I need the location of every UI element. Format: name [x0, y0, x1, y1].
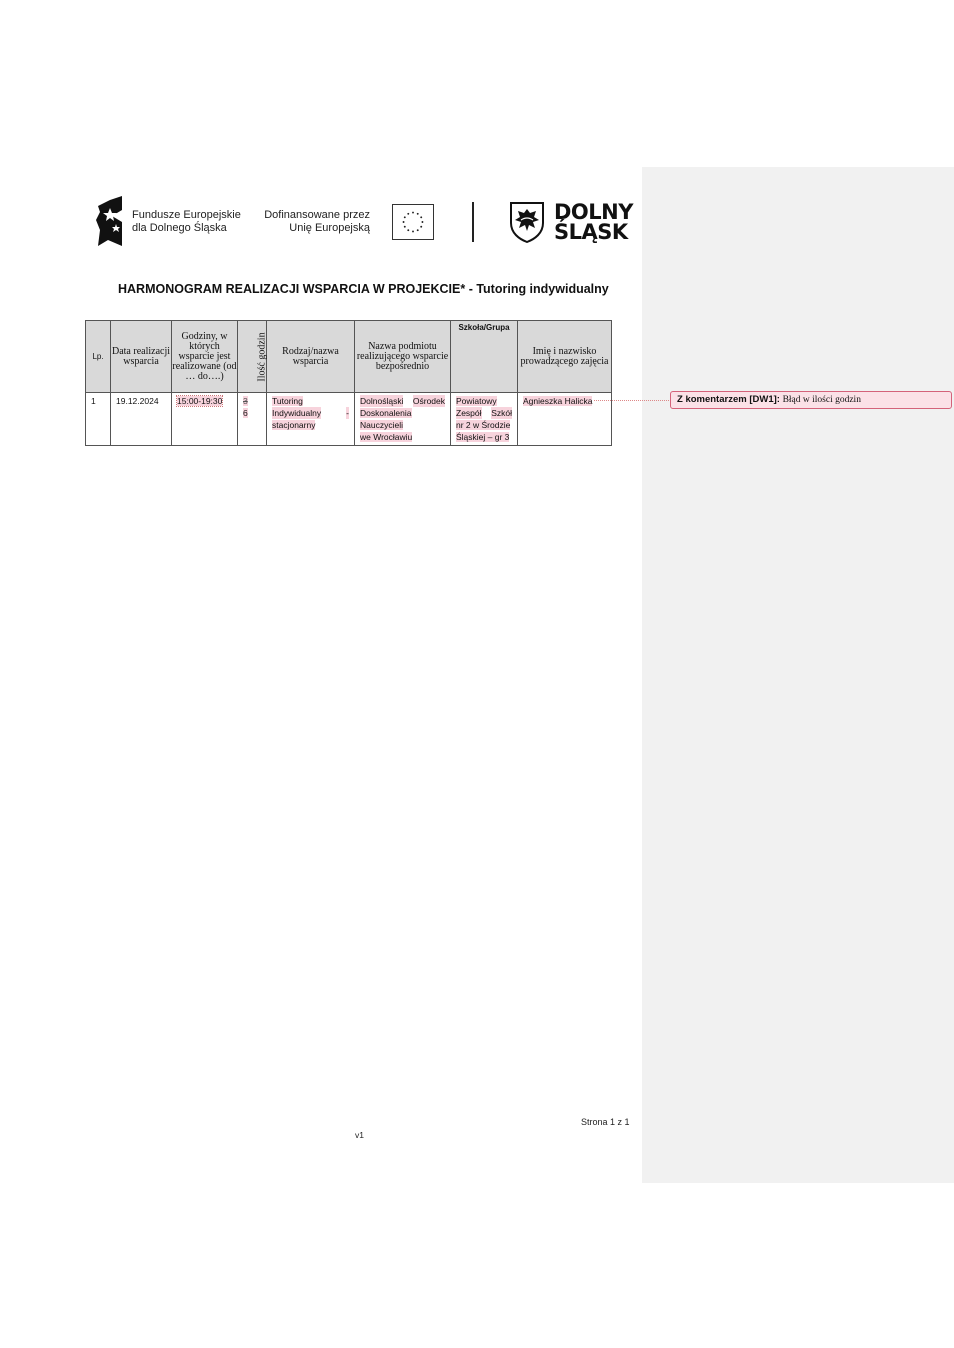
- header-hours-count: Ilość godzin: [238, 321, 267, 393]
- cell-instructor: Agnieszka Halicka: [518, 393, 612, 446]
- dolny-slask-logo-text: DOLNY ŚLĄSK: [554, 200, 633, 244]
- header-support-type: Rodzaj/nazwa wsparcia: [267, 321, 355, 393]
- comment-text: Błąd w ilości godzin: [782, 395, 861, 405]
- cell-hours-range: 15:00-19:30: [172, 393, 238, 446]
- cell-lp: 1: [86, 393, 111, 446]
- cell-school-group: Powiatowy Zespół Szkół nr 2 w Środzie Śląskiej – gr 3: [451, 393, 518, 446]
- header-hours-range: Godziny, w których wsparcie jest realizowane (od … do….): [172, 321, 238, 393]
- fundusze-europejskie-logo-icon: [96, 196, 124, 246]
- header-lp: Lp.: [86, 321, 111, 393]
- fe-logo-text: Fundusze Europejskie dla Dolnego Śląska: [132, 209, 241, 234]
- header-provider: Nazwa podmiotu realizującego wsparcie bezpośrednio: [355, 321, 451, 393]
- logo-divider: [472, 202, 474, 242]
- logo-band: [86, 186, 634, 256]
- deleted-hours: 3: [243, 396, 248, 406]
- cell-support-type: Tutoring Indywidualny - stacjonarny: [267, 393, 355, 446]
- header-date: Data realizacji wsparcia: [111, 321, 172, 393]
- schedule-table: [85, 320, 612, 446]
- lower-silesia-crest-icon: [509, 201, 545, 243]
- page-number: Strona 1 z 1: [581, 1117, 630, 1127]
- review-comment[interactable]: [670, 391, 952, 409]
- comment-ref: Z komentarzem [DW1]:: [677, 394, 780, 405]
- header-instructor: Imię i nazwisko prowadzącego zajęcia: [518, 321, 612, 393]
- cell-date: 19.12.2024: [111, 393, 172, 446]
- eu-flag-icon: [392, 204, 434, 240]
- table-header-row: [86, 321, 612, 393]
- cell-hours-count: [238, 393, 267, 446]
- comment-pane: [642, 167, 954, 1183]
- table-row: [86, 393, 612, 446]
- version-label: v1: [355, 1130, 364, 1140]
- comment-connector: [594, 400, 671, 402]
- document-title: HARMONOGRAM REALIZACJI WSPARCIA W PROJEKCIE* - Tutoring indywidualny: [118, 282, 609, 296]
- header-school-group: Szkoła/Grupa: [451, 321, 518, 393]
- inserted-hours: 6: [243, 408, 248, 418]
- cell-provider: Dolnośląski Ośrodek Doskonalenia Nauczycieli we Wrocławiu: [355, 393, 451, 446]
- cofinanced-text: Dofinansowane przez Unię Europejską: [264, 209, 370, 234]
